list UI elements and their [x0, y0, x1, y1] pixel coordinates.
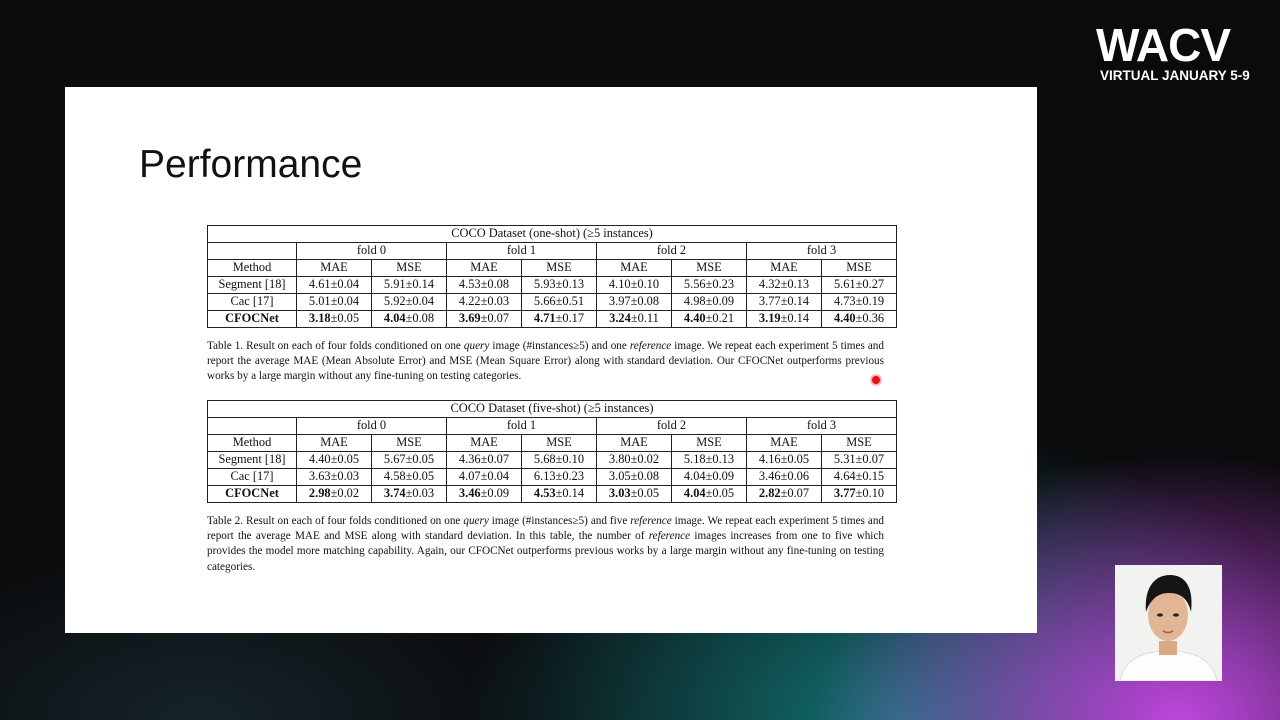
- method-cell: Segment [18]: [208, 452, 297, 469]
- value-std: ±0.08: [405, 311, 435, 326]
- value-mean: 4.40: [833, 311, 856, 326]
- value-mean: 4.73: [833, 294, 856, 309]
- value-cell: [672, 277, 747, 294]
- fold-header: fold 0: [297, 418, 447, 435]
- value-std: ±0.19: [855, 294, 885, 309]
- value-cell: [822, 294, 897, 311]
- value-std: ±0.02: [630, 452, 660, 467]
- method-header: Method: [208, 435, 297, 452]
- results-table-one-shot: [207, 225, 897, 328]
- value-std: ±0.09: [705, 294, 735, 309]
- value-cell: [522, 294, 597, 311]
- value-mean: 4.71: [533, 311, 556, 326]
- fold-header-row: [208, 418, 897, 435]
- value-mean: 5.91: [383, 277, 406, 292]
- value-cell: [597, 469, 672, 486]
- value-std: ±0.08: [630, 469, 660, 484]
- caption-text: image. We repeat each experiment 5 times and report the average MAE and MSE along with standard deviation. In this table, the number of: [207, 515, 885, 543]
- value-mean: 4.04: [683, 469, 706, 484]
- value-mean: 2.82: [758, 486, 781, 501]
- value-cell: [822, 469, 897, 486]
- value-std: ±0.04: [480, 469, 510, 484]
- value-mean: 4.53: [533, 486, 556, 501]
- value-mean: 4.04: [383, 311, 406, 326]
- value-mean: 3.69: [458, 311, 481, 326]
- value-std: ±0.05: [705, 486, 735, 501]
- value-std: ±0.36: [855, 311, 885, 326]
- value-std: ±0.27: [855, 277, 885, 292]
- value-mean: 3.63: [308, 469, 331, 484]
- presenter-portrait: [1115, 565, 1222, 681]
- caption-text: image (#instances≥5) and one: [489, 340, 630, 352]
- value-std: ±0.07: [855, 452, 885, 467]
- value-mean: 4.58: [383, 469, 406, 484]
- fold-header: fold 2: [597, 243, 747, 260]
- value-cell: [372, 469, 447, 486]
- value-std: ±0.10: [555, 452, 585, 467]
- value-std: ±0.14: [780, 311, 810, 326]
- caption-italic: reference: [629, 340, 672, 352]
- value-std: ±0.04: [405, 294, 435, 309]
- value-cell: [297, 294, 372, 311]
- method-cell: CFOCNet: [208, 486, 297, 503]
- logo-sub-text: VIRTUAL JANUARY 5-9: [1100, 68, 1250, 83]
- value-mean: 4.32: [758, 277, 781, 292]
- value-cell: [597, 311, 672, 328]
- value-mean: 3.77: [758, 294, 781, 309]
- results-table-five-shot: [207, 400, 897, 503]
- fold-header: fold 1: [447, 418, 597, 435]
- value-std: ±0.17: [555, 311, 585, 326]
- value-cell: [672, 311, 747, 328]
- table-title: COCO Dataset (one-shot) (≥5 instances): [208, 226, 897, 243]
- value-cell: [597, 486, 672, 503]
- value-mean: 5.93: [533, 277, 556, 292]
- value-cell: [747, 294, 822, 311]
- value-std: ±0.23: [705, 277, 735, 292]
- value-mean: 5.31: [833, 452, 856, 467]
- value-mean: 4.53: [458, 277, 481, 292]
- fold-header: fold 1: [447, 243, 597, 260]
- value-mean: 2.98: [308, 486, 331, 501]
- slide-title: Performance: [139, 143, 363, 186]
- value-mean: 5.18: [683, 452, 706, 467]
- value-mean: 3.19: [758, 311, 781, 326]
- value-mean: 4.98: [683, 294, 706, 309]
- table-2-caption: [207, 514, 884, 575]
- value-std: ±0.11: [630, 311, 659, 326]
- value-std: ±0.09: [480, 486, 510, 501]
- value-mean: 3.18: [308, 311, 331, 326]
- value-cell: [672, 294, 747, 311]
- value-std: ±0.15: [855, 469, 885, 484]
- value-std: ±0.13: [780, 277, 810, 292]
- table-row: [208, 311, 897, 328]
- value-std: ±0.08: [630, 294, 660, 309]
- value-mean: 4.04: [683, 486, 706, 501]
- value-mean: 5.68: [533, 452, 556, 467]
- metric-header: MAE: [747, 435, 822, 452]
- fold-header-row: [208, 243, 897, 260]
- value-cell: [672, 452, 747, 469]
- value-cell: [747, 452, 822, 469]
- metric-header-row: [208, 260, 897, 277]
- value-std: ±0.23: [555, 469, 585, 484]
- value-mean: 4.40: [308, 452, 331, 467]
- value-std: ±0.10: [855, 486, 885, 501]
- value-cell: [447, 277, 522, 294]
- value-std: ±0.02: [330, 486, 360, 501]
- value-cell: [747, 277, 822, 294]
- value-cell: [747, 486, 822, 503]
- value-cell: [297, 311, 372, 328]
- value-mean: 5.56: [683, 277, 706, 292]
- caption-text: image (#instances≥5) and five: [488, 515, 631, 527]
- metric-header: MSE: [672, 260, 747, 277]
- value-std: ±0.05: [330, 452, 360, 467]
- caption-italic: reference: [648, 530, 691, 543]
- value-cell: [297, 486, 372, 503]
- metric-header-row: [208, 435, 897, 452]
- value-mean: 5.01: [308, 294, 331, 309]
- value-std: ±0.09: [705, 469, 735, 484]
- value-std: ±0.05: [405, 469, 435, 484]
- value-cell: [372, 486, 447, 503]
- value-mean: 4.64: [833, 469, 856, 484]
- value-mean: 3.80: [608, 452, 631, 467]
- slide: [65, 87, 1037, 633]
- method-cell: CFOCNet: [208, 311, 297, 328]
- value-std: ±0.13: [555, 277, 585, 292]
- metric-header: MAE: [447, 435, 522, 452]
- empty-header-cell: [208, 418, 297, 435]
- value-std: ±0.05: [330, 311, 360, 326]
- table-1-caption: [207, 339, 884, 385]
- value-cell: [372, 277, 447, 294]
- value-cell: [297, 469, 372, 486]
- value-cell: [747, 469, 822, 486]
- value-cell: [597, 294, 672, 311]
- value-cell: [747, 311, 822, 328]
- value-std: ±0.14: [555, 486, 585, 501]
- table-row: [208, 277, 897, 294]
- metric-header: MAE: [597, 260, 672, 277]
- metric-header: MSE: [672, 435, 747, 452]
- value-mean: 5.67: [383, 452, 406, 467]
- value-mean: 3.77: [833, 486, 856, 501]
- value-mean: 5.66: [533, 294, 556, 309]
- value-std: ±0.05: [780, 452, 810, 467]
- metric-header: MAE: [447, 260, 522, 277]
- value-mean: 3.97: [608, 294, 631, 309]
- value-std: ±0.05: [630, 486, 660, 501]
- value-std: ±0.14: [405, 277, 435, 292]
- value-std: ±0.08: [480, 277, 510, 292]
- value-mean: 4.16: [758, 452, 781, 467]
- method-cell: Cac [17]: [208, 294, 297, 311]
- caption-text: Table 2. Result on each of four folds conditioned on one: [207, 515, 464, 527]
- value-mean: 3.03: [608, 486, 631, 501]
- value-cell: [372, 452, 447, 469]
- table-row: [208, 469, 897, 486]
- metric-header: MSE: [372, 435, 447, 452]
- value-cell: [597, 277, 672, 294]
- value-mean: 5.92: [383, 294, 406, 309]
- caption-text: images increases from one to five which provides the model more matching capability. Again, our CFOCNet outperforms previous works by a large margin without any fine-tuning on testing categories.: [207, 530, 884, 573]
- method-cell: Cac [17]: [208, 469, 297, 486]
- value-cell: [447, 469, 522, 486]
- value-cell: [522, 311, 597, 328]
- value-cell: [522, 452, 597, 469]
- value-mean: 3.46: [758, 469, 781, 484]
- method-header: Method: [208, 260, 297, 277]
- value-mean: 3.74: [383, 486, 406, 501]
- table-row: [208, 294, 897, 311]
- value-std: ±0.10: [630, 277, 660, 292]
- value-std: ±0.07: [480, 452, 510, 467]
- value-cell: [297, 452, 372, 469]
- value-std: ±0.07: [480, 311, 510, 326]
- value-cell: [672, 486, 747, 503]
- caption-italic: query: [463, 515, 489, 527]
- metric-header: MSE: [822, 260, 897, 277]
- value-cell: [522, 486, 597, 503]
- fold-header: fold 3: [747, 418, 897, 435]
- value-cell: [672, 469, 747, 486]
- value-cell: [447, 452, 522, 469]
- fold-header: fold 2: [597, 418, 747, 435]
- value-mean: 4.61: [308, 277, 331, 292]
- value-mean: 4.10: [608, 277, 631, 292]
- metric-header: MAE: [297, 435, 372, 452]
- value-cell: [447, 486, 522, 503]
- value-mean: 4.22: [458, 294, 481, 309]
- logo-main-text: WACV: [1096, 19, 1230, 71]
- value-std: ±0.13: [705, 452, 735, 467]
- metric-header: MSE: [522, 435, 597, 452]
- value-std: ±0.04: [330, 294, 360, 309]
- metric-header: MAE: [597, 435, 672, 452]
- fold-header: fold 0: [297, 243, 447, 260]
- value-mean: 3.05: [608, 469, 631, 484]
- value-std: ±0.14: [780, 294, 810, 309]
- value-std: ±0.04: [330, 277, 360, 292]
- value-mean: 4.36: [458, 452, 481, 467]
- value-cell: [522, 277, 597, 294]
- table-row: [208, 452, 897, 469]
- table-row: [208, 486, 897, 503]
- value-std: ±0.05: [405, 452, 435, 467]
- wacv-logo: [1096, 19, 1266, 84]
- value-mean: 4.40: [683, 311, 706, 326]
- presenter-webcam-image: [1115, 565, 1222, 681]
- fold-header: fold 3: [747, 243, 897, 260]
- laser-pointer-dot: [872, 376, 880, 384]
- value-cell: [447, 294, 522, 311]
- caption-italic: reference: [630, 515, 672, 527]
- metric-header: MAE: [747, 260, 822, 277]
- empty-header-cell: [208, 243, 297, 260]
- value-std: ±0.03: [480, 294, 510, 309]
- caption-text: image. We repeat each experiment 5 times and report the average MAE (Mean Absolute Error) and MSE (Mean Square Error) along with standard deviation. Our CFOCNet outperforms previous works by a large margin without any fine-tuning on testing categories.: [207, 340, 884, 383]
- metric-header: MSE: [822, 435, 897, 452]
- value-mean: 6.13: [533, 469, 556, 484]
- value-cell: [372, 311, 447, 328]
- value-mean: 4.07: [458, 469, 481, 484]
- value-cell: [597, 452, 672, 469]
- metric-header: MSE: [372, 260, 447, 277]
- value-cell: [822, 311, 897, 328]
- value-cell: [447, 311, 522, 328]
- table-title: COCO Dataset (five-shot) (≥5 instances): [208, 401, 897, 418]
- value-std: ±0.51: [555, 294, 585, 309]
- value-cell: [822, 486, 897, 503]
- value-cell: [297, 277, 372, 294]
- value-mean: 5.61: [833, 277, 856, 292]
- value-std: ±0.03: [405, 486, 435, 501]
- value-std: ±0.07: [780, 486, 810, 501]
- value-cell: [822, 277, 897, 294]
- value-cell: [822, 452, 897, 469]
- value-std: ±0.03: [330, 469, 360, 484]
- value-mean: 3.46: [458, 486, 481, 501]
- metric-header: MAE: [297, 260, 372, 277]
- metric-header: MSE: [522, 260, 597, 277]
- caption-text: Table 1. Result on each of four folds conditioned on one: [207, 340, 464, 352]
- caption-italic: query: [463, 340, 490, 352]
- value-cell: [522, 469, 597, 486]
- method-cell: Segment [18]: [208, 277, 297, 294]
- value-std: ±0.06: [780, 469, 810, 484]
- value-std: ±0.21: [705, 311, 735, 326]
- value-mean: 3.24: [609, 311, 631, 326]
- value-cell: [372, 294, 447, 311]
